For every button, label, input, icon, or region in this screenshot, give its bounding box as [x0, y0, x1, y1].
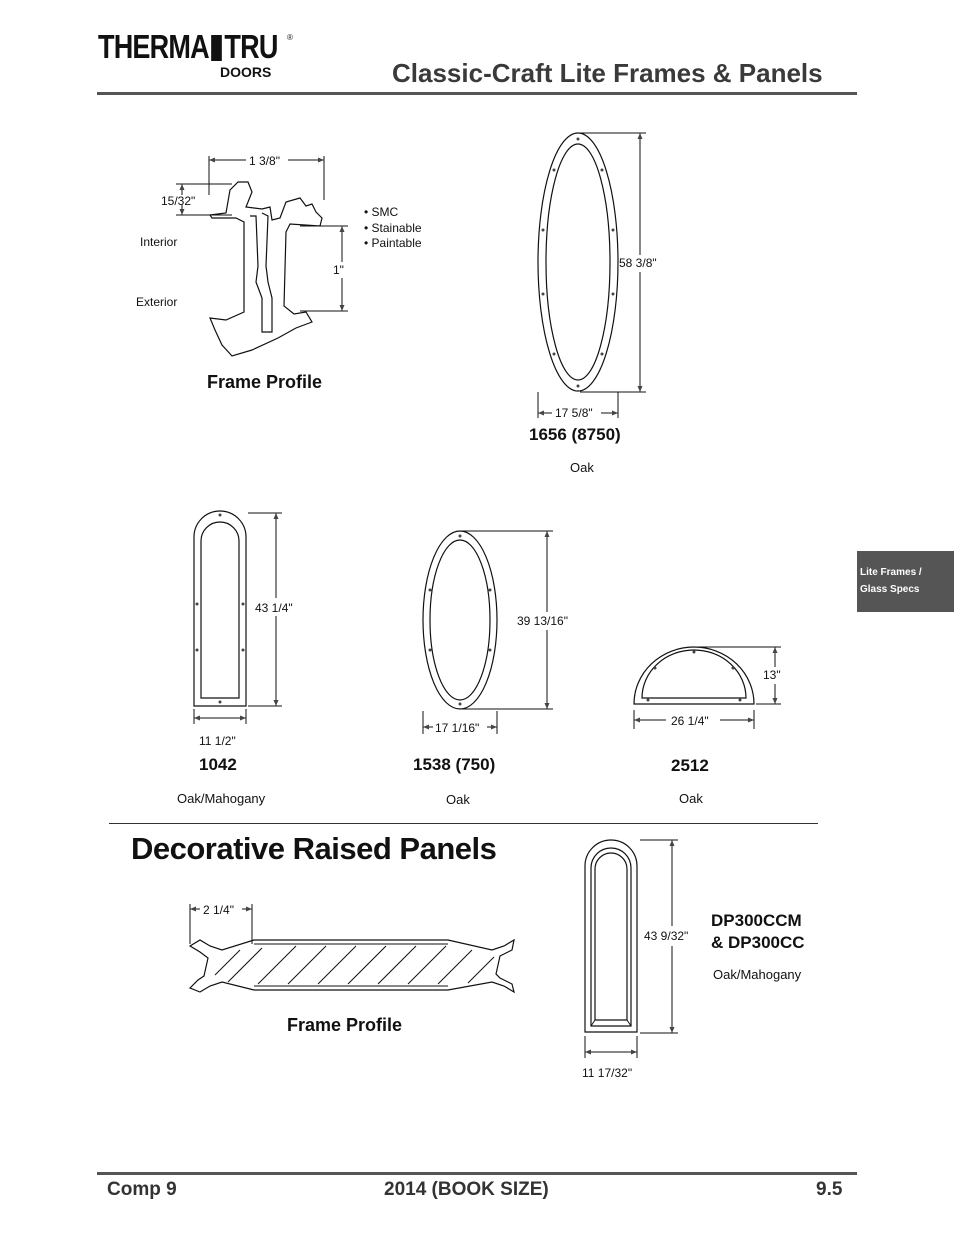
- lite-1538-height: 39 13/16": [517, 614, 568, 628]
- lite-2512-model: 2512: [671, 756, 709, 775]
- logo-subtitle: DOORS: [220, 64, 272, 80]
- side-tab-line1: Lite Frames /: [860, 567, 922, 578]
- lite-1042-drawing: [194, 511, 282, 724]
- frame-profile-caption: Frame Profile: [207, 372, 323, 392]
- exterior-label: Exterior: [136, 295, 178, 309]
- logo-registered-mark: ®: [287, 33, 293, 42]
- footer-edition: 2014 (BOOK SIZE): [384, 1179, 549, 1200]
- logo-text-tru: TRU: [224, 28, 278, 65]
- lite-2512-height: 13": [763, 668, 781, 682]
- panel-profile-drawing: [190, 904, 514, 992]
- lite-2512-width: 26 1/4": [671, 714, 709, 728]
- lite-1538-finish: Oak: [446, 792, 470, 807]
- lite-1042-finish: Oak/Mahogany: [177, 791, 266, 806]
- lite-1538-drawing: [423, 531, 553, 734]
- frame-profile-dim-width: 1 3/8": [249, 154, 280, 168]
- panel-profile-caption: Frame Profile: [287, 1015, 403, 1035]
- panel-profile-dim: 2 1/4": [203, 903, 234, 917]
- lite-1042-width: 11 1/2": [199, 734, 236, 748]
- logo-text-therma: THERMA: [98, 28, 209, 65]
- lite-1656-height: 58 3/8": [619, 256, 657, 270]
- section-divider: [109, 823, 818, 824]
- lite-2512-finish: Oak: [679, 791, 703, 806]
- panel-model-line2: & DP300CC: [711, 933, 805, 952]
- panel-height: 43 9/32": [644, 929, 689, 943]
- footer-section: Comp 9: [107, 1179, 177, 1200]
- lite-1656-drawing: [538, 133, 646, 418]
- panel-finish: Oak/Mahogany: [713, 967, 802, 982]
- lite-1538-model: 1538 (750): [413, 755, 496, 774]
- frame-profile-dim-depth: 1": [333, 263, 344, 277]
- lite-1042-model: 1042: [199, 755, 237, 774]
- footer-page-number: 9.5: [816, 1179, 843, 1200]
- lite-1656-finish: Oak: [570, 460, 594, 475]
- panel-dp300-drawing: [585, 840, 678, 1058]
- footer-rule: [97, 1172, 857, 1175]
- frame-profile-drawing: [176, 156, 348, 356]
- feature-item: • SMC: [364, 205, 399, 219]
- page-title: Classic-Craft Lite Frames & Panels: [392, 58, 823, 88]
- panel-width: 11 17/32": [582, 1066, 633, 1080]
- section-title-panels: Decorative Raised Panels: [131, 831, 497, 866]
- feature-item: • Paintable: [364, 236, 422, 250]
- panel-model-line1: DP300CCM: [711, 911, 802, 930]
- side-tab-line2: Glass Specs: [860, 584, 920, 595]
- feature-item: • Stainable: [364, 221, 422, 235]
- lite-1042-height: 43 1/4": [255, 601, 293, 615]
- frame-profile-dim-lip: 15/32": [161, 194, 196, 208]
- interior-label: Interior: [140, 235, 178, 249]
- lite-1656-width: 17 5/8": [555, 406, 593, 420]
- lite-1656-model: 1656 (8750): [529, 425, 621, 444]
- lite-1538-width: 17 1/16": [435, 721, 480, 735]
